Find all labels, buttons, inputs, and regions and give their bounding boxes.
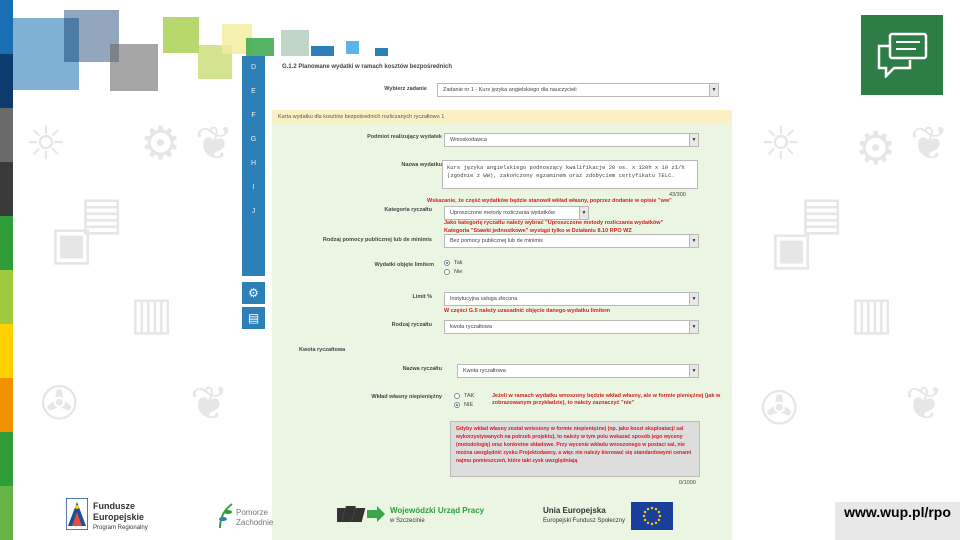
note-counter: 0/1000 — [679, 480, 696, 486]
strip-segment — [0, 216, 13, 270]
wup-logo — [337, 502, 385, 526]
page-title: G.1.2 Planowane wydatki w ramach kosztów bezpośrednich — [282, 64, 453, 70]
strip-segment — [0, 270, 13, 324]
chevron-down-icon[interactable]: ▼ — [689, 235, 698, 247]
strip-segment — [0, 0, 13, 54]
bus-icon: ▣ — [770, 221, 814, 275]
lump-name-label: Nazwa ryczałtu — [402, 366, 442, 372]
lump-name-select[interactable]: Kwota ryczałtowa ▼ — [457, 364, 699, 378]
subject-select[interactable]: Wnioskodawca ▼ — [444, 133, 699, 147]
nav-item-h[interactable]: H — [250, 160, 257, 167]
chevron-down-icon[interactable]: ▼ — [579, 207, 588, 219]
book-icon: ▤ — [80, 186, 124, 240]
task-label: Wybierz zadanie — [384, 86, 427, 92]
aid-label: Rodzaj pomocy publicznej lub de minimis — [322, 237, 432, 243]
deco-square — [163, 17, 199, 53]
limit-select[interactable]: Instytucyjna usługa zlecona ▼ — [444, 292, 699, 306]
gear-icon[interactable]: ⚙ — [242, 282, 265, 304]
strip-segment — [0, 324, 13, 378]
deco-square — [110, 44, 158, 91]
limit-no-radio[interactable]: Nie — [444, 269, 462, 275]
section-nav — [242, 56, 265, 276]
leaf-icon: ❦ — [910, 116, 949, 170]
gear-icon: ⚙ — [140, 116, 182, 170]
nav-item-d[interactable]: D — [250, 64, 257, 71]
limit-label: Limit % — [412, 294, 432, 300]
chevron-down-icon[interactable]: ▼ — [689, 365, 698, 377]
chevron-down-icon[interactable]: ▼ — [689, 134, 698, 146]
pz-logo-text: Pomorze Zachodnie — [236, 508, 274, 527]
pz-logo — [216, 502, 236, 530]
lump-type-label: Rodzaj ryczałtu — [391, 322, 432, 328]
bulb-icon: ☼ — [25, 116, 67, 170]
limit-yes-radio[interactable]: Tak — [444, 260, 463, 266]
tool-bar — [242, 282, 265, 332]
nav-item-f[interactable]: F — [251, 112, 256, 119]
strip-segment — [0, 378, 13, 432]
card-header: Karta wydatku dla kosztów bezpośrednich rozliczanych ryczałtowo 1 — [272, 110, 732, 124]
own-contribution-warning: Wskazanie, że część wydatków będzie stanowił wkład własny, poprzez dodanie w opisie "ww" — [427, 198, 672, 204]
leaf-icon: ❦ — [905, 376, 944, 430]
strip-segment — [0, 486, 13, 540]
lump-type-select[interactable]: kwota ryczałtowa ▼ — [444, 320, 699, 334]
wup-logo-text: Wojewódzki Urząd Pracy w Szczecinie — [390, 506, 485, 524]
deco-square — [346, 41, 359, 54]
fence-icon: ▥ — [850, 286, 894, 340]
strip-segment — [0, 162, 13, 216]
chevron-down-icon[interactable]: ▼ — [709, 84, 718, 96]
own-nonmonetary-label: Wkład własny niepieniężny — [371, 394, 442, 400]
book-icon: ▤ — [800, 186, 844, 240]
fan-icon: ✇ — [760, 381, 799, 435]
own-yes-radio[interactable]: TAK — [454, 393, 474, 399]
category-label: Kategoria ryczałtu — [384, 207, 432, 213]
own-nonmonetary-warning: Jeżeli w ramach wydatku wnoszony będzie wkład własny, ale w formie pieniężnej (jak w zobrazowanym przykładzie), to należy zaznaczyć "nie" — [492, 393, 721, 406]
methodology-note[interactable]: Gdyby wkład własny został wniesiony w formie niepieniężnej (np. jako koszt eksploatacji sal wykorzystywanych na potrzeb projektu), to należy w tym polu wskazać sposób jego wyceny (metodologię) oraz konkretne składowe. Przy wycenie wkładu wnoszonego w postaci sal, nie można uwzględnić zysku Projektodawcy, a więc nie należy kierować się standardowymi cenami najmu pomieszczeń, które taki zysk uwzględniają — [450, 421, 700, 477]
name-label: Nazwa wydatku — [401, 162, 442, 168]
chevron-down-icon[interactable]: ▼ — [689, 321, 698, 333]
document-icon[interactable]: ▤ — [242, 307, 265, 329]
chevron-down-icon[interactable]: ▼ — [689, 293, 698, 305]
strip-segment — [0, 54, 13, 108]
bulb-icon: ☼ — [760, 116, 802, 170]
own-no-radio[interactable]: NIE — [454, 402, 473, 408]
bus-icon: ▣ — [50, 216, 94, 270]
application-form — [242, 56, 734, 486]
fan-icon: ✇ — [40, 376, 79, 430]
nav-item-g[interactable]: G — [250, 136, 257, 143]
task-select[interactable]: Zadanie nr 1 - Kurs języka angielskiego dla nauczycieli ▼ — [437, 83, 719, 97]
lump-section-title: Kwota ryczałtowa — [299, 347, 346, 353]
eu-flag-icon — [631, 502, 673, 530]
strip-segment — [0, 432, 13, 486]
subject-label: Podmiot realizujący wydatek — [367, 134, 442, 140]
nav-item-i[interactable]: I — [252, 184, 255, 191]
limit-question-label: Wydatki objęte limitem — [374, 262, 434, 268]
gear-icon: ⚙ — [855, 121, 897, 175]
website-url[interactable]: www.wup.pl/rpo — [835, 502, 960, 540]
leaf-icon: ❦ — [190, 376, 229, 430]
nav-item-j[interactable]: J — [251, 208, 256, 215]
limit-warning: W części G.5 należy uzasadnić objęcie danego wydatku limitem — [444, 308, 610, 314]
name-counter: 43/300 — [669, 192, 686, 198]
strip-segment — [0, 108, 13, 162]
category-warning: Jako kategorię ryczałtu należy wybrać "Uproszczone metody rozliczania wydatków" — [444, 220, 664, 226]
aid-select[interactable]: Bez pomocy publicznej lub de minimis ▼ — [444, 234, 699, 248]
fe-logo — [66, 498, 88, 530]
category-select[interactable]: Uproszczone metody rozliczania wydatków ▼ — [444, 206, 589, 220]
leaf-icon: ❦ — [195, 116, 234, 170]
left-color-strip — [0, 0, 13, 540]
chat-icon — [861, 15, 943, 95]
eu-logo-text: Unia Europejska Europejski Fundusz Społeczny — [543, 506, 626, 524]
nav-item-e[interactable]: E — [251, 88, 256, 95]
name-textarea[interactable]: Kurs języka angielskiego podnoszący kwalifikacje 20 os. x 120h x 10 zł/h (zgodnie z WW), zakończony egzaminem oraz zdobyciem certyfikatu TELC. — [442, 160, 698, 189]
category-info: Kategoria "Stawki jednostkowe" wystąpi tylko w Działaniu 8.10 RPO WZ — [444, 228, 632, 234]
fe-logo-text: Fundusze Europejskie Program Regionalny — [93, 501, 148, 531]
fence-icon: ▥ — [130, 286, 174, 340]
expense-card — [272, 110, 732, 540]
